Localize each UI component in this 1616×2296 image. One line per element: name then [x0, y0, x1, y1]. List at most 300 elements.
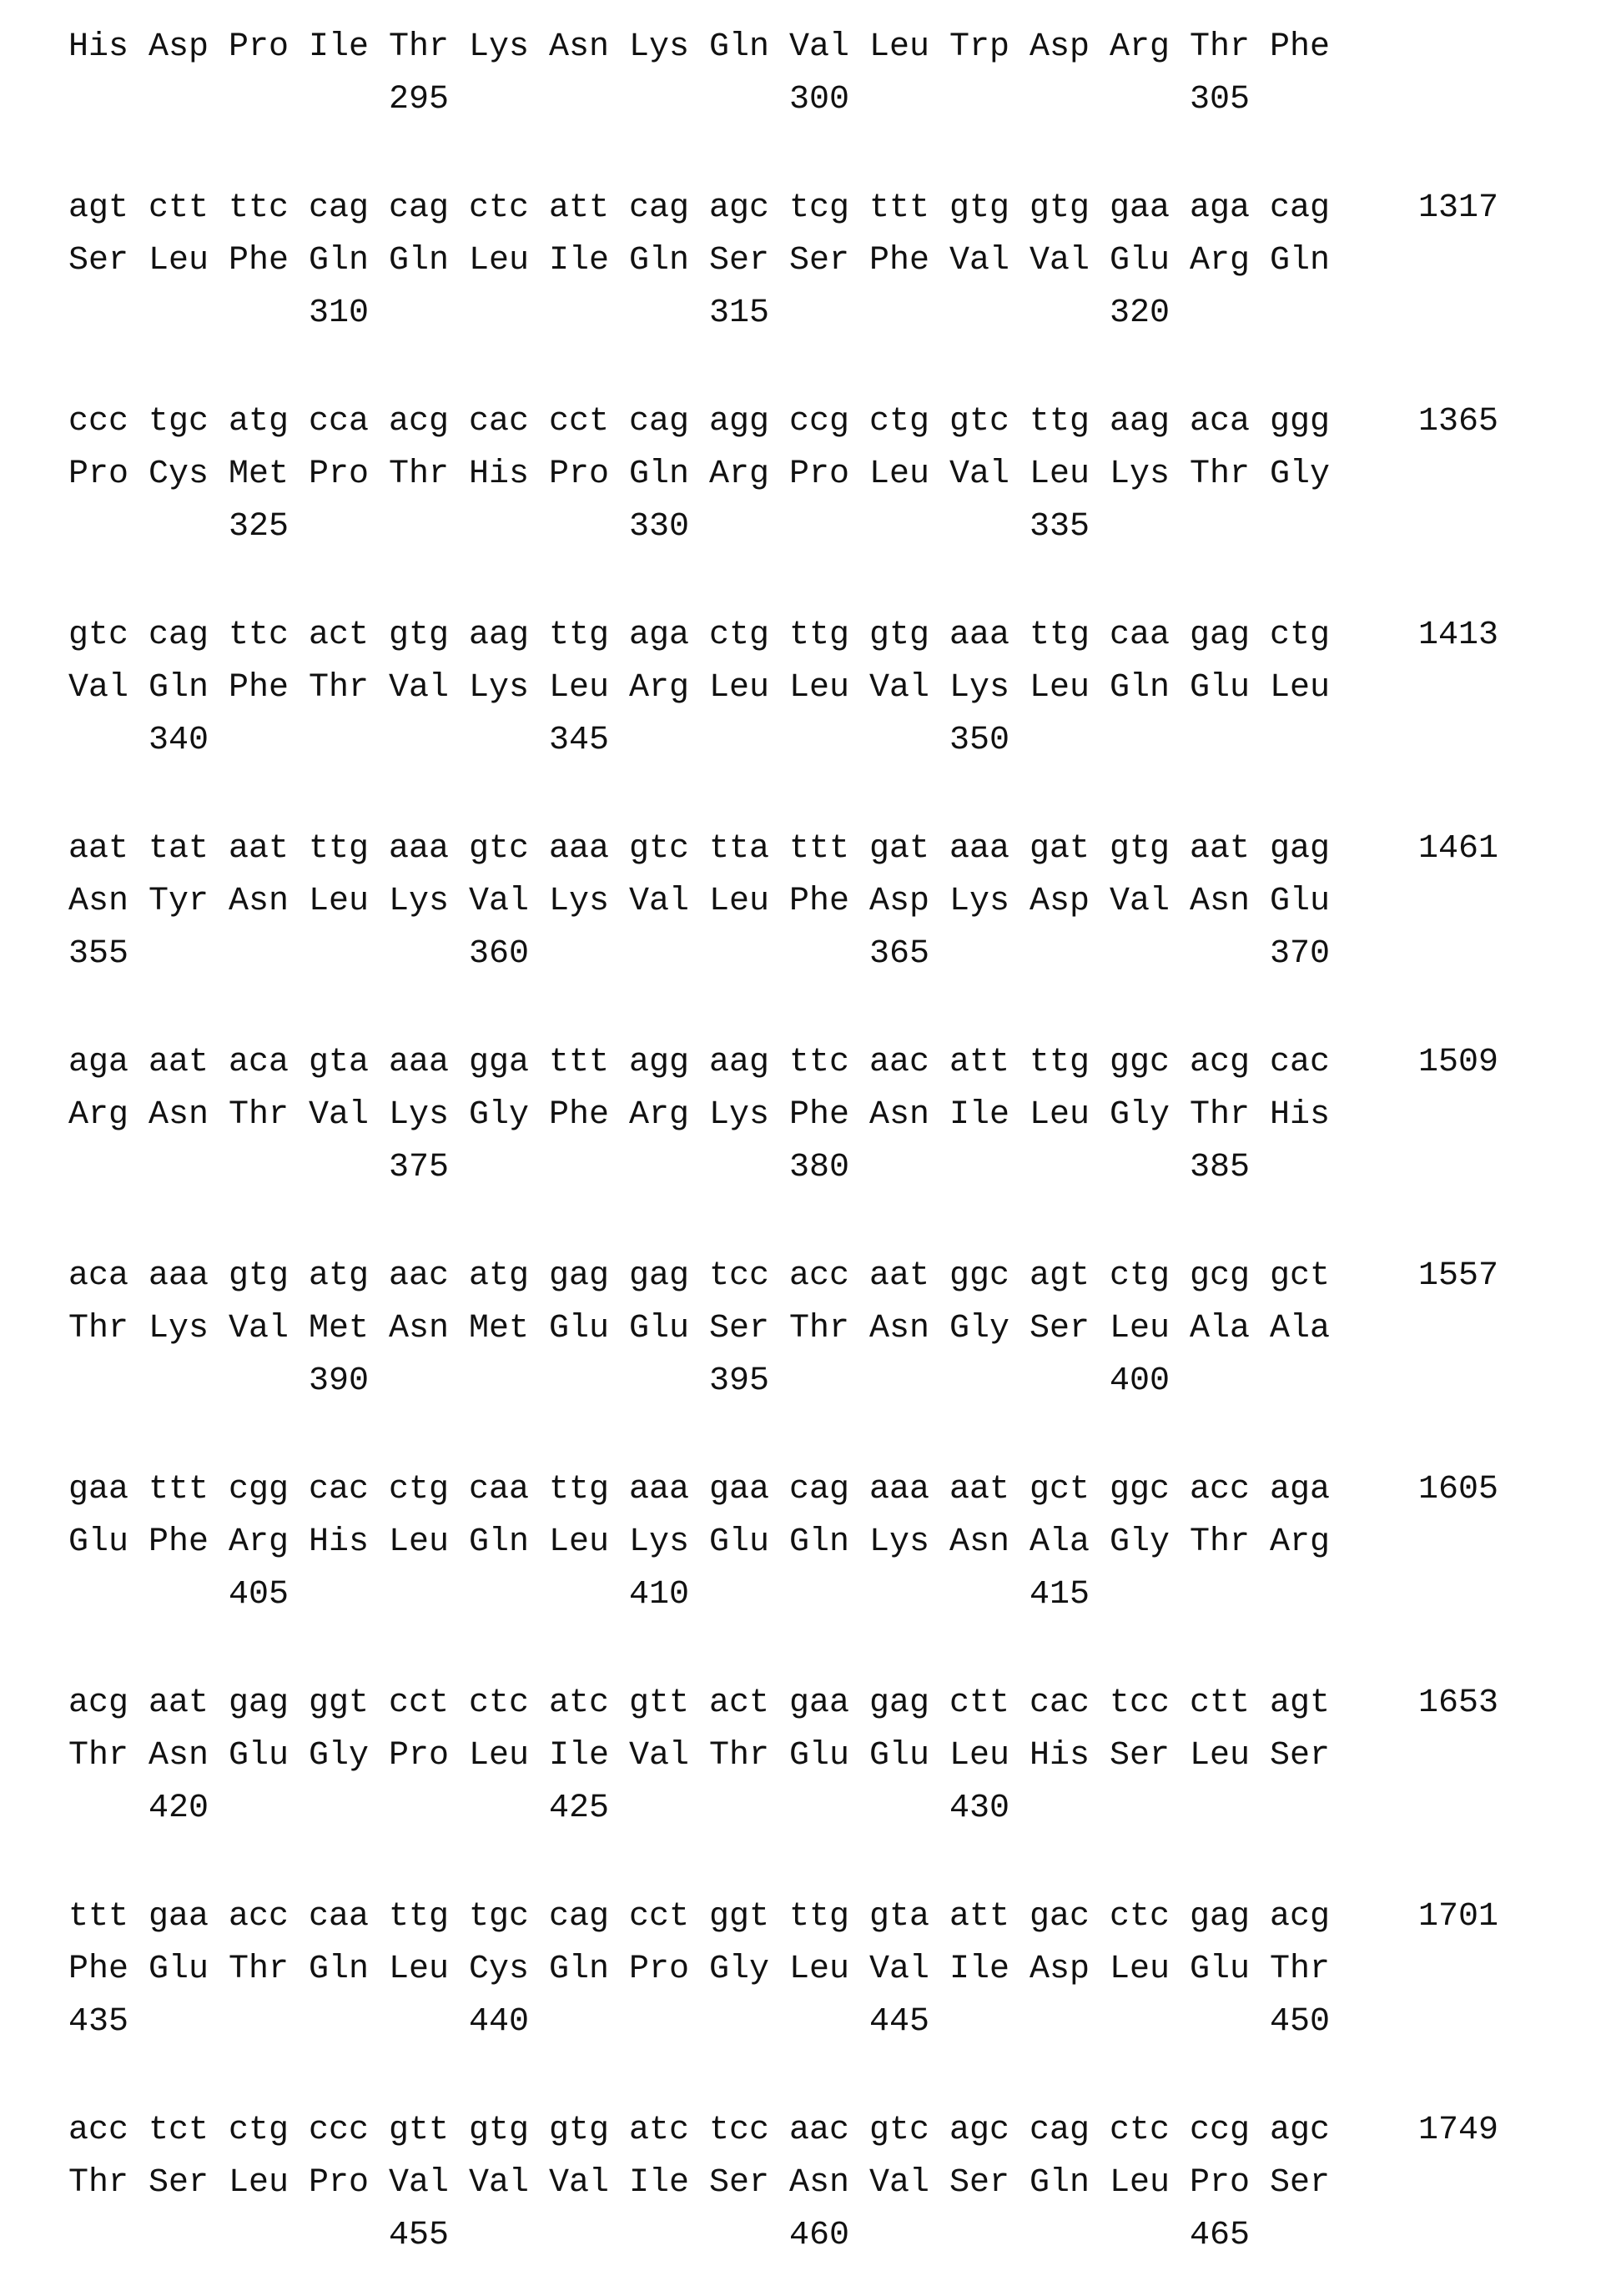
residue: Leu: [699, 882, 779, 922]
codon: cag: [1019, 2111, 1100, 2151]
residue: Phe: [1260, 28, 1340, 68]
codon: aag: [699, 1043, 779, 1083]
codon: gcg: [1180, 1256, 1260, 1297]
residue-number-row: [58, 1148, 1340, 1188]
residue: Ser: [138, 2163, 219, 2203]
residue-number: 410: [619, 1575, 699, 1615]
residue: Ala: [1180, 1309, 1260, 1349]
spacer: [1019, 2002, 1100, 2042]
residue: Phe: [138, 1523, 219, 1563]
codon: caa: [299, 1897, 379, 1937]
codon: cag: [1260, 189, 1340, 229]
spacer: [1260, 80, 1340, 120]
residue-number-row: [58, 1575, 1340, 1615]
spacer: [379, 1789, 459, 1829]
residue: Gln: [299, 241, 379, 281]
spacer: [1019, 294, 1100, 334]
residue: Cys: [138, 455, 219, 495]
residue: Ser: [699, 1309, 779, 1349]
residue: Leu: [779, 1950, 859, 1990]
residue-number: 400: [1100, 1362, 1180, 1402]
residue: Glu: [1100, 241, 1180, 281]
residue: Ser: [939, 2163, 1019, 2203]
codon: aca: [1180, 402, 1260, 442]
codon: cca: [299, 402, 379, 442]
sequence-block: [58, 829, 1560, 996]
codon: ctg: [379, 1470, 459, 1510]
residue: Asn: [138, 1095, 219, 1135]
residue: Thr: [58, 1309, 138, 1349]
sequence-block: [58, 1470, 1560, 1637]
nucleotide-row: [58, 1043, 1340, 1083]
spacer: [219, 721, 299, 761]
codon: act: [699, 1684, 779, 1724]
codon: gta: [299, 1043, 379, 1083]
spacer: [459, 1789, 539, 1829]
residue: Arg: [58, 1095, 138, 1135]
residue: Val: [539, 2163, 619, 2203]
spacer: [939, 294, 1019, 334]
spacer: [138, 80, 219, 120]
residue: Gln: [539, 1950, 619, 1990]
residue: Pro: [58, 455, 138, 495]
residue: Asp: [1019, 28, 1100, 68]
residue: Glu: [539, 1309, 619, 1349]
residue: Leu: [1019, 668, 1100, 708]
codon: ctg: [1260, 616, 1340, 656]
residue: Thr: [779, 1309, 859, 1349]
residue: Gln: [699, 28, 779, 68]
residue: Leu: [539, 668, 619, 708]
codon: gag: [1180, 616, 1260, 656]
codon: acc: [1180, 1470, 1260, 1510]
spacer: [539, 2216, 619, 2256]
residue: His: [459, 455, 539, 495]
residue: Val: [299, 1095, 379, 1135]
residue: Lys: [379, 1095, 459, 1135]
residue: His: [1019, 1736, 1100, 1776]
residue-number: 345: [539, 721, 619, 761]
codon: ggg: [1260, 402, 1340, 442]
codon: atg: [219, 402, 299, 442]
residue-number: 340: [138, 721, 219, 761]
spacer: [1260, 1362, 1340, 1402]
codon: atc: [619, 2111, 699, 2151]
spacer: [939, 507, 1019, 547]
spacer: [1180, 1789, 1260, 1829]
residue-number-row: [58, 80, 1340, 120]
spacer: [699, 507, 779, 547]
residue: Asn: [58, 882, 138, 922]
codon: att: [539, 189, 619, 229]
codon: ttt: [539, 1043, 619, 1083]
residue: Glu: [1180, 668, 1260, 708]
spacer: [619, 1148, 699, 1188]
residue: Thr: [1180, 28, 1260, 68]
codon: ctg: [859, 402, 939, 442]
residue: Glu: [619, 1309, 699, 1349]
residue: Val: [619, 882, 699, 922]
residue-number: 315: [699, 294, 779, 334]
codon: ttc: [219, 189, 299, 229]
residue: Leu: [859, 28, 939, 68]
codon: ttg: [299, 829, 379, 869]
residue: Ser: [699, 241, 779, 281]
codon: gaa: [58, 1470, 138, 1510]
spacer: [219, 1362, 299, 1402]
nucleotide-position: 1461: [1418, 829, 1498, 869]
spacer: [1260, 1789, 1340, 1829]
codon: att: [939, 1897, 1019, 1937]
nucleotide-row: [58, 1897, 1340, 1937]
residue: Val: [379, 2163, 459, 2203]
amino-acid-row: [58, 455, 1340, 495]
residue: His: [1260, 1095, 1340, 1135]
spacer: [138, 1362, 219, 1402]
spacer: [379, 1575, 459, 1615]
amino-acid-row: [58, 1736, 1340, 1776]
spacer: [859, 1362, 939, 1402]
codon: acc: [58, 2111, 138, 2151]
residue-number-row: [58, 1362, 1340, 1402]
residue-number: 465: [1180, 2216, 1260, 2256]
residue: Lys: [459, 28, 539, 68]
residue: Val: [619, 1736, 699, 1776]
codon: cct: [619, 1897, 699, 1937]
nucleotide-row: [58, 2111, 1340, 2151]
nucleotide-position: 1605: [1418, 1470, 1498, 1510]
residue: Lys: [619, 28, 699, 68]
codon: ttg: [1019, 1043, 1100, 1083]
sequence-block: [58, 0, 1560, 142]
nucleotide-position: 1365: [1418, 402, 1498, 442]
codon: ctg: [219, 2111, 299, 2151]
sequence-block: [58, 1684, 1560, 1850]
residue: Gln: [379, 241, 459, 281]
residue: Phe: [859, 241, 939, 281]
spacer: [1100, 507, 1180, 547]
codon: ggc: [939, 1256, 1019, 1297]
codon: ttt: [779, 829, 859, 869]
residue-number-row: [58, 2216, 1340, 2256]
nucleotide-row: [58, 1684, 1340, 1724]
residue: Leu: [379, 1523, 459, 1563]
nucleotide-row: [58, 189, 1340, 229]
residue: Leu: [379, 1950, 459, 1990]
spacer: [779, 934, 859, 974]
residue: Lys: [939, 668, 1019, 708]
spacer: [138, 934, 219, 974]
codon: gtc: [459, 829, 539, 869]
residue: Asp: [138, 28, 219, 68]
residue: Asn: [1180, 882, 1260, 922]
spacer: [138, 294, 219, 334]
residue: Glu: [1260, 882, 1340, 922]
residue-number: 360: [459, 934, 539, 974]
residue: Lys: [138, 1309, 219, 1349]
residue: Leu: [859, 455, 939, 495]
codon: gag: [539, 1256, 619, 1297]
residue: Thr: [58, 2163, 138, 2203]
spacer: [859, 80, 939, 120]
codon: gtg: [1019, 189, 1100, 229]
codon: ctg: [1100, 1256, 1180, 1297]
codon: aca: [58, 1256, 138, 1297]
residue: Gln: [619, 241, 699, 281]
residue: Ala: [1019, 1523, 1100, 1563]
residue: Val: [58, 668, 138, 708]
residue: Thr: [1180, 455, 1260, 495]
codon: gtg: [1100, 829, 1180, 869]
nucleotide-row: [58, 1256, 1340, 1297]
residue: Phe: [219, 241, 299, 281]
spacer: [619, 2002, 699, 2042]
residue: Lys: [939, 882, 1019, 922]
residue: Gly: [1100, 1095, 1180, 1135]
codon: gta: [859, 1897, 939, 1937]
residue: Phe: [219, 668, 299, 708]
residue: Arg: [619, 1095, 699, 1135]
spacer: [1260, 294, 1340, 334]
codon: aaa: [939, 829, 1019, 869]
residue: Pro: [299, 2163, 379, 2203]
residue-number: 395: [699, 1362, 779, 1402]
sequence-block: [58, 1256, 1560, 1423]
residue: Met: [459, 1309, 539, 1349]
codon: tcc: [1100, 1684, 1180, 1724]
residue: Phe: [539, 1095, 619, 1135]
residue-number-row: [58, 294, 1340, 334]
residue: Thr: [379, 28, 459, 68]
residue: Gly: [1100, 1523, 1180, 1563]
residue: Arg: [1100, 28, 1180, 68]
spacer: [459, 1148, 539, 1188]
spacer: [1019, 1362, 1100, 1402]
spacer: [939, 1362, 1019, 1402]
codon: acg: [58, 1684, 138, 1724]
codon: ctg: [699, 616, 779, 656]
amino-acid-row: [58, 882, 1340, 922]
codon: aat: [138, 1043, 219, 1083]
spacer: [138, 507, 219, 547]
codon: agc: [699, 189, 779, 229]
codon: ccc: [299, 2111, 379, 2151]
codon: ccg: [1180, 2111, 1260, 2151]
codon: ctc: [1100, 1897, 1180, 1937]
codon: gag: [1260, 829, 1340, 869]
residue: Val: [219, 1309, 299, 1349]
spacer: [379, 2002, 459, 2042]
spacer: [539, 507, 619, 547]
codon: ctc: [1100, 2111, 1180, 2151]
sequence-block: [58, 402, 1560, 569]
spacer: [1260, 507, 1340, 547]
spacer: [859, 2216, 939, 2256]
amino-acid-row: [58, 1523, 1340, 1563]
nucleotide-position: 1557: [1418, 1256, 1498, 1297]
codon: acg: [1260, 1897, 1340, 1937]
spacer: [619, 1789, 699, 1829]
codon: act: [299, 616, 379, 656]
codon: gtg: [219, 1256, 299, 1297]
nucleotide-row: [58, 402, 1340, 442]
spacer: [939, 2216, 1019, 2256]
codon: gtc: [619, 829, 699, 869]
residue: Ser: [1260, 2163, 1340, 2203]
codon: tcc: [699, 2111, 779, 2151]
residue-number: 390: [299, 1362, 379, 1402]
spacer: [1260, 2216, 1340, 2256]
codon: gtt: [619, 1684, 699, 1724]
spacer: [859, 1575, 939, 1615]
spacer: [859, 1789, 939, 1829]
residue: Gln: [1019, 2163, 1100, 2203]
residue: Leu: [1100, 1950, 1180, 1990]
spacer: [1180, 934, 1260, 974]
codon: cag: [539, 1897, 619, 1937]
residue-number-row: [58, 507, 1340, 547]
spacer: [1100, 934, 1180, 974]
spacer: [619, 2216, 699, 2256]
codon: gag: [619, 1256, 699, 1297]
residue: Arg: [1260, 1523, 1340, 1563]
spacer: [859, 721, 939, 761]
residue-number: 355: [58, 934, 138, 974]
residue: Met: [219, 455, 299, 495]
spacer: [58, 1575, 138, 1615]
codon: gaa: [1100, 189, 1180, 229]
residue: Phe: [58, 1950, 138, 1990]
residue: Ser: [1260, 1736, 1340, 1776]
residue: Leu: [459, 1736, 539, 1776]
residue: Pro: [219, 28, 299, 68]
spacer: [619, 294, 699, 334]
codon: gat: [859, 829, 939, 869]
residue: Asp: [1019, 882, 1100, 922]
spacer: [1019, 1789, 1100, 1829]
residue-number: 435: [58, 2002, 138, 2042]
residue: Val: [859, 1950, 939, 1990]
spacer: [779, 2002, 859, 2042]
spacer: [779, 294, 859, 334]
codon: aaa: [539, 829, 619, 869]
residue-number: 405: [219, 1575, 299, 1615]
residue: Glu: [1180, 1950, 1260, 1990]
residue: Thr: [58, 1736, 138, 1776]
residue-number-row: [58, 934, 1340, 974]
spacer: [1100, 80, 1180, 120]
residue: Ile: [939, 1950, 1019, 1990]
codon: aat: [939, 1470, 1019, 1510]
codon: atg: [299, 1256, 379, 1297]
codon: cac: [299, 1470, 379, 1510]
codon: agc: [1260, 2111, 1340, 2151]
codon: gat: [1019, 829, 1100, 869]
residue: Ser: [1100, 1736, 1180, 1776]
residue: His: [58, 28, 138, 68]
residue-number: 305: [1180, 80, 1260, 120]
codon: agt: [1260, 1684, 1340, 1724]
codon: ttg: [539, 1470, 619, 1510]
residue: Val: [939, 455, 1019, 495]
spacer: [1260, 1575, 1340, 1615]
codon: gaa: [138, 1897, 219, 1937]
codon: acg: [1180, 1043, 1260, 1083]
residue: Ser: [58, 241, 138, 281]
spacer: [1100, 1789, 1180, 1829]
codon: aaa: [939, 616, 1019, 656]
spacer: [619, 80, 699, 120]
residue: Lys: [539, 882, 619, 922]
amino-acid-row: [58, 668, 1340, 708]
codon: ttc: [779, 1043, 859, 1083]
sequence-block: [58, 1043, 1560, 1210]
codon: aat: [859, 1256, 939, 1297]
codon: cac: [1260, 1043, 1340, 1083]
spacer: [779, 507, 859, 547]
spacer: [379, 934, 459, 974]
spacer: [699, 80, 779, 120]
spacer: [299, 1575, 379, 1615]
spacer: [1019, 2216, 1100, 2256]
codon: tta: [699, 829, 779, 869]
residue: Pro: [779, 455, 859, 495]
codon: ttc: [219, 616, 299, 656]
residue: Thr: [1180, 1095, 1260, 1135]
codon: cag: [619, 402, 699, 442]
codon: caa: [1100, 616, 1180, 656]
spacer: [58, 1789, 138, 1829]
codon: aaa: [859, 1470, 939, 1510]
sequence-block: [58, 2111, 1560, 2278]
residue-number: 310: [299, 294, 379, 334]
residue-number: 330: [619, 507, 699, 547]
codon: ttg: [379, 1897, 459, 1937]
spacer: [1019, 721, 1100, 761]
codon: ctt: [138, 189, 219, 229]
codon: gct: [1019, 1470, 1100, 1510]
spacer: [299, 2216, 379, 2256]
residue: Asp: [859, 882, 939, 922]
codon: gtg: [539, 2111, 619, 2151]
sequence-block: [58, 616, 1560, 783]
spacer: [699, 1575, 779, 1615]
residue: Lys: [859, 1523, 939, 1563]
codon: gct: [1260, 1256, 1340, 1297]
sequence-block: [58, 189, 1560, 355]
spacer: [1100, 2216, 1180, 2256]
spacer: [299, 507, 379, 547]
spacer: [1100, 1148, 1180, 1188]
residue: Gln: [1100, 668, 1180, 708]
spacer: [1260, 1148, 1340, 1188]
amino-acid-row: [58, 2163, 1340, 2203]
spacer: [459, 507, 539, 547]
codon: atc: [539, 1684, 619, 1724]
residue: Gly: [459, 1095, 539, 1135]
residue: Glu: [138, 1950, 219, 1990]
residue: Leu: [939, 1736, 1019, 1776]
residue: Arg: [219, 1523, 299, 1563]
spacer: [539, 294, 619, 334]
residue: Ala: [1260, 1309, 1340, 1349]
amino-acid-row: [58, 28, 1340, 68]
spacer: [1180, 2002, 1260, 2042]
spacer: [459, 2216, 539, 2256]
residue: Asn: [138, 1736, 219, 1776]
residue: Ser: [779, 241, 859, 281]
residue: Gln: [779, 1523, 859, 1563]
